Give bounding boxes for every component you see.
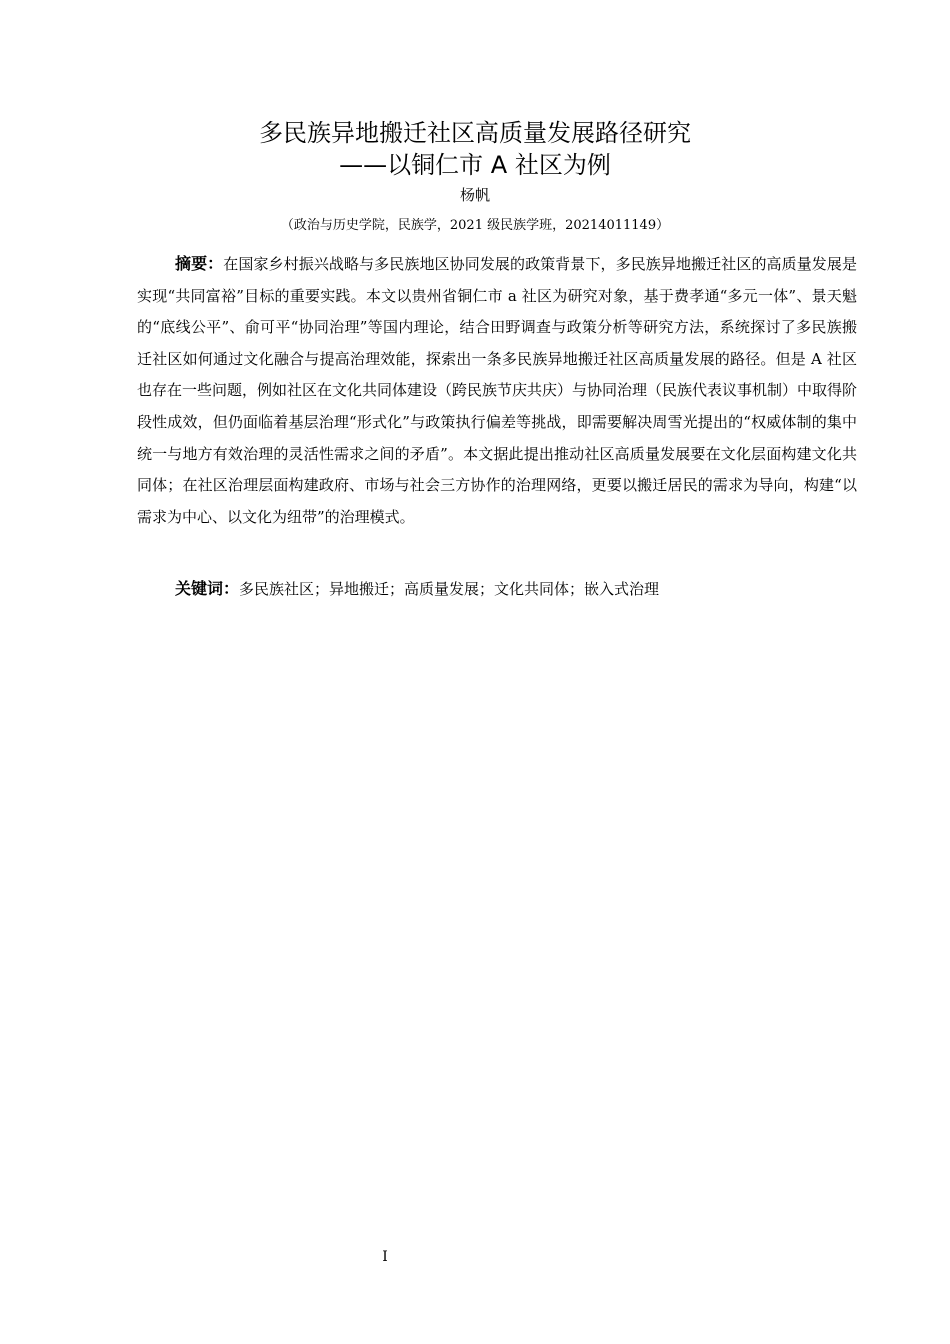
paper-title: 多民族异地搬迁社区高质量发展路径研究	[259, 119, 691, 147]
paper-subtitle: ——以铜仁市 A 社区为例	[339, 151, 611, 179]
abstract-paragraph	[137, 248, 857, 533]
keywords-paragraph	[175, 574, 865, 604]
page-number: I	[382, 1249, 388, 1265]
keywords-text: 多民族社区；异地搬迁；高质量发展；文化共同体；嵌入式治理	[239, 580, 660, 598]
author-name: 杨帆	[459, 186, 490, 204]
abstract-text: 在国家乡村振兴战略与多民族地区协同发展的政策背景下，多民族异地搬迁社区的高质量发展是实现“共同富裕”目标的重要实践。本文以贵州省铜仁市 a 社区为研究对象，基于费孝通“多元一体”、景天魁的“底线公平”、俞可平“协同治理”等国内理论，结合田野调查与政策分析等研究方法，系统探讨了多民族搬迁社区如何通过文化融合与提高治理效能，探索出一条多民族异地搬迁社区高质量发展的路径。但是 A 社区也存在一些问题，例如社区在文化共同体建设（跨民族节庆共庆）与协同治理（民族代表议事机制）中取得阶段性成效，但仍面临着基层治理“形式化”与政策执行偏差等挑战，即需要解决周雪光提出的“权威体制的集中统一与地方有效治理的灵活性需求之间的矛盾”。本文据此提出推动社区高质量发展要在文化层面构建文化共同体；在社区治理层面构建政府、市场与社会三方协作的治理网络，更要以搬迁居民的需求为导向，构建“以需求为中心、以文化为纽带”的治理模式。	[137, 255, 858, 526]
keywords-label: 关键词：	[175, 579, 240, 598]
abstract-label: 摘要：	[175, 254, 224, 273]
author-affiliation: （政治与历史学院，民族学，2021 级民族学班，20214011149）	[280, 218, 670, 233]
